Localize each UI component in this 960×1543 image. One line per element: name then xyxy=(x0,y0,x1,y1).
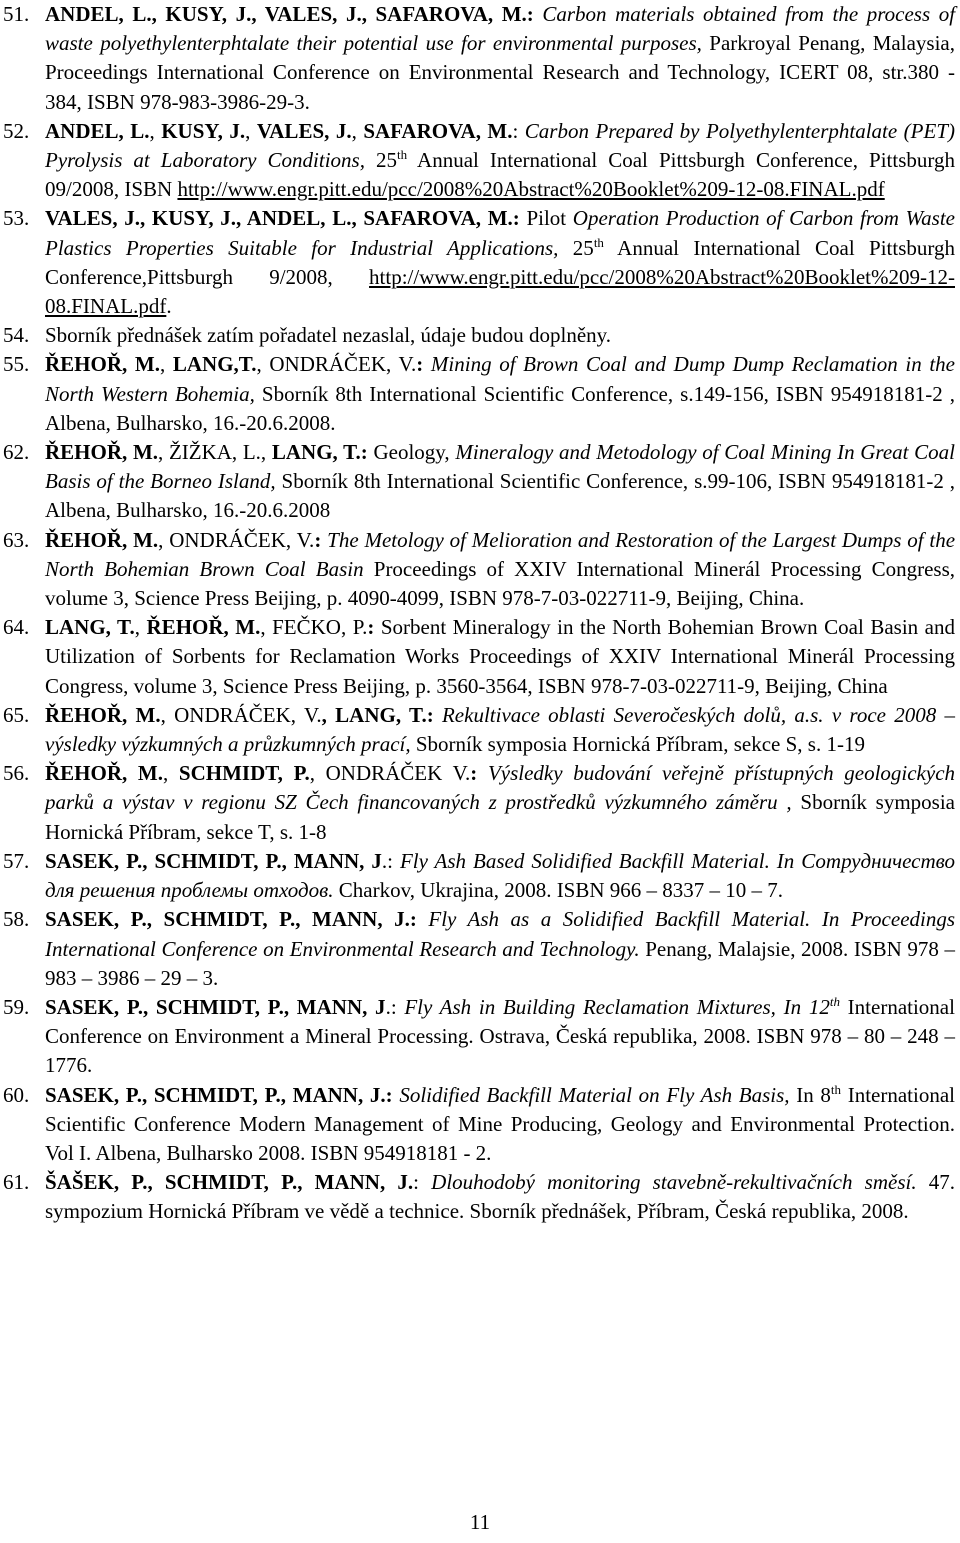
reference-item xyxy=(0,847,960,905)
reference-authors: SCHMIDT, P. xyxy=(178,761,310,786)
reference-detail: Geology, xyxy=(367,440,456,465)
reference-detail: In 8 xyxy=(789,1082,831,1107)
reference-detail: : xyxy=(512,118,525,143)
reference-authors: LANG, T.: xyxy=(271,440,368,465)
reference-number: 64. xyxy=(3,615,30,640)
reference-detail: , xyxy=(149,118,162,143)
reference-authors: SASEK, P., SCHMIDT, P., MANN, J xyxy=(45,848,382,873)
reference-detail xyxy=(434,703,442,727)
reference-detail: Sborník přednášek zatím pořadatel nezaslal, údaje budou doplněny. xyxy=(45,323,612,348)
reference-text xyxy=(45,907,955,989)
reference-title: Dlouhodobý monitoring stavebně-rekultivačních směsí. xyxy=(431,1170,917,1195)
reference-authors: SASEK, P., SCHMIDT, P., MANN, J.: xyxy=(45,1082,393,1107)
reference-title: Mineralogy and Metodology of Coal Mining In Great Coal Basis of the Borneo Island, xyxy=(45,440,955,494)
ordinal-superscript: th xyxy=(397,147,408,163)
reference-title: Carbon Prepared by Polyethylenterphtalate (PET) Pyrolysis at Laboratory Conditions, xyxy=(45,118,955,173)
reference-detail: , ONDRÁČEK, V. xyxy=(160,702,322,727)
reference-detail: . xyxy=(166,294,172,319)
reference-authors: : xyxy=(470,761,478,786)
reference-text xyxy=(45,440,955,522)
reference-number: 62. xyxy=(3,440,30,465)
reference-authors: ŘEHOŘ, M. xyxy=(45,440,159,465)
reference-number: 52. xyxy=(3,118,30,143)
reference-number: 56. xyxy=(3,761,30,786)
reference-number: 65. xyxy=(3,702,30,727)
reference-number: 53. xyxy=(3,206,30,231)
reference-detail: Parkroyal Penang, Malaysia, Proceedings International Conference on Environmental Research and Technology, ICERT 08, str.380 - 384, ISBN 978-983-3986-29-3. xyxy=(45,31,955,114)
reference-detail: , xyxy=(351,118,364,143)
reference-detail: Proceedings of XXIV International Minerál Processing Congress, volume 3, Science Press Beijing, p. 4090-4099, ISBN 978-7-03-022711-9, Beijing, China. xyxy=(45,556,955,611)
reference-detail: Sorbent Mineralogy in the North Bohemian Brown Coal Basin and Utilization of Sorbents for Reclamation Works Proceedings of XXIV International Minerál Processing Congress, volume 3, Science Press Beijing, p. 3560-3564, ISBN 978-7-03-022711-9, Beijing, China xyxy=(45,615,955,698)
reference-detail: Sborník 8th International Scientific Conference, s.149-156, ISBN 954918181-2 , Albena, Bulharsko, 16.-20.6.2008. xyxy=(45,381,955,435)
reference-text xyxy=(45,1083,955,1165)
reference-text xyxy=(45,761,955,843)
reference-detail: , FEČKO, P. xyxy=(260,615,368,640)
page-number: 11 xyxy=(469,1510,491,1534)
reference-detail: , ŽIŽKA, L., xyxy=(158,440,272,465)
reference-item xyxy=(0,701,960,759)
reference-authors: VALES, J., KUSY, J., ANDEL, L., SAFAROVA, M.: xyxy=(45,206,520,231)
reference-title: Rekultivace oblasti Severočeských dolů, a.s. v roce 2008 – výsledky výzkumných a průzkumných prací, xyxy=(45,702,956,757)
reference-item xyxy=(0,0,960,117)
reference-number: 57. xyxy=(3,848,30,873)
reference-item xyxy=(0,905,960,993)
reference-item xyxy=(0,350,960,438)
reference-authors: ŘEHOŘ, M. xyxy=(45,702,161,727)
reference-authors: ANDEL, L. xyxy=(45,118,150,143)
reference-title: Solidified Backfill Material on Fly Ash Basis, xyxy=(399,1082,790,1107)
reference-detail xyxy=(423,352,431,376)
reference-item xyxy=(0,1081,960,1169)
reference-text xyxy=(45,528,955,610)
reference-detail: Annual International Coal Pittsburgh Conference, Pittsburgh 09/2008, ISBN xyxy=(45,148,955,202)
reference-text xyxy=(45,849,955,902)
reference-item xyxy=(0,438,960,526)
reference-authors: : xyxy=(416,352,424,377)
reference-authors: ŘEHOŘ, M. xyxy=(45,761,163,786)
reference-detail: Penang, Malajsie, 2008. ISBN 978 – 983 – 3986 – 29 – 3. xyxy=(45,936,955,990)
reference-item xyxy=(0,117,960,205)
reference-authors: , LANG, T.: xyxy=(321,702,434,727)
reference-authors: ŘEHOŘ, M. xyxy=(146,615,261,640)
reference-number: 63. xyxy=(3,527,30,552)
reference-detail xyxy=(417,907,429,931)
reference-detail: Charkov, Ukrajina, 2008. ISBN 966 – 8337 – 10 – 7. xyxy=(333,878,784,903)
reference-detail: , xyxy=(134,615,147,640)
reference-text xyxy=(45,703,955,756)
reference-text xyxy=(45,615,955,697)
reference-link[interactable]: http://www.engr.pitt.edu/pcc/2008%20Abstract%20Booklet%209-12-08.FINAL.pdf xyxy=(45,264,955,319)
reference-detail: .: xyxy=(381,848,400,873)
reference-detail: , xyxy=(162,761,179,786)
reference-authors: ŠAŠEK, P., SCHMIDT, P., MANN, J. xyxy=(45,1170,414,1195)
reference-detail: , ONDRÁČEK V. xyxy=(309,761,471,786)
reference-authors: ŘEHOŘ, M. xyxy=(45,527,159,552)
reference-number: 60. xyxy=(3,1082,30,1107)
reference-title: Výsledky budování veřejně přístupných geologických parků a výstav v regionu SZ Čech financovaných z prostředků výzkumného záměru , xyxy=(45,761,956,815)
reference-authors: LANG, T. xyxy=(45,615,135,640)
reference-detail: 25 xyxy=(558,235,594,260)
reference-text xyxy=(45,995,955,1077)
reference-authors: ANDEL, L., KUSY, J., VALES, J., SAFAROVA, M.: xyxy=(45,2,534,26)
reference-text xyxy=(45,323,611,347)
reference-detail: Annual International Coal Pittsburgh Conference,Pittsburgh 9/2008, xyxy=(45,235,955,289)
reference-detail xyxy=(477,761,488,785)
reference-text xyxy=(45,119,955,201)
reference-authors: KUSY, J. xyxy=(161,118,246,143)
reference-authors: SASEK, P., SCHMIDT, P., MANN, J xyxy=(45,994,386,1019)
reference-detail: International Conference on Environment a Mineral Processing. Ostrava, Česká republika, 2008. ISBN 978 – 80 – 248 – 1776. xyxy=(45,994,955,1078)
reference-detail: International Scientific Conference Modern Management of Mine Producing, Geology and Environmental Protection. Vol I. Albena, Bulharsko 2008. ISBN 954918181 - 2. xyxy=(45,1082,956,1165)
reference-authors: VALES, J. xyxy=(256,118,352,143)
reference-number: 58. xyxy=(3,907,30,932)
reference-number: 55. xyxy=(3,352,30,377)
reference-number: 54. xyxy=(3,323,30,348)
reference-text xyxy=(45,206,955,318)
reference-text xyxy=(45,352,955,434)
reference-title: Mining of Brown Coal and Dump Dump Reclamation in the North Western Bohemia, xyxy=(45,352,956,406)
reference-title: Fly Ash Based Solidified Backfill Material. In Сотрудничество для решения проблемы отходов. xyxy=(45,848,955,903)
reference-link[interactable]: http://www.engr.pitt.edu/pcc/2008%20Abstract%20Booklet%209-12-08.FINAL.pdf xyxy=(177,177,885,202)
reference-number: 51. xyxy=(3,2,30,26)
reference-detail: Sborník 8th International Scientific Conference, s.99-106, ISBN 954918181-2 , Albena, Bulharsko, 16.-20.6.2008 xyxy=(45,469,955,523)
reference-detail: , ONDRÁČEK, V. xyxy=(158,527,315,552)
reference-detail: Pilot xyxy=(519,206,573,231)
ordinal-superscript: th xyxy=(829,993,840,1009)
reference-detail: .: xyxy=(385,994,405,1019)
reference-item xyxy=(0,613,960,701)
reference-detail: Sborník symposia Hornická Příbram, sekce T, s. 1-8 xyxy=(45,790,956,844)
reference-authors: SASEK, P., SCHMIDT, P., MANN, J.: xyxy=(45,907,417,932)
reference-detail: , ONDRÁČEK, V. xyxy=(256,352,417,377)
reference-item xyxy=(0,204,960,321)
reference-authors: LANG,T. xyxy=(172,352,257,377)
reference-item xyxy=(0,759,960,847)
reference-number: 59. xyxy=(3,994,30,1019)
reference-detail: : xyxy=(413,1170,432,1195)
reference-number: 61. xyxy=(3,1170,30,1195)
reference-detail: , xyxy=(159,352,173,377)
reference-detail: 25 xyxy=(364,148,398,173)
ordinal-superscript: th xyxy=(593,234,604,250)
reference-item xyxy=(0,526,960,614)
reference-authors: SAFAROVA, M. xyxy=(363,118,513,143)
reference-authors: ŘEHOŘ, M. xyxy=(45,352,160,377)
reference-title: Fly Ash as a Solidified Backfill Material. In Proceedings International Conference on Environmental Research and Technology. xyxy=(45,907,956,961)
reference-text xyxy=(45,2,955,114)
reference-title: The Metology of Melioration and Restoration of the Largest Dumps of the North Bohemian Brown Coal Basin xyxy=(45,527,956,581)
reference-text xyxy=(45,1170,955,1223)
reference-title: Carbon materials obtained from the process of waste polyethylenterphtalate their potential use for environmental purposes, xyxy=(45,2,956,56)
reference-detail: Sborník symposia Hornická Příbram, sekce S, s. 1-19 xyxy=(410,732,865,757)
reference-title: Operation Production of Carbon from Waste Plastics Properties Suitable for Industrial Applications, xyxy=(45,206,955,260)
reference-detail: , xyxy=(245,118,257,143)
reference-authors: : xyxy=(367,615,375,640)
reference-item xyxy=(0,993,960,1081)
reference-item xyxy=(0,1168,960,1226)
ordinal-superscript: th xyxy=(830,1081,842,1097)
reference-authors: : xyxy=(314,527,322,552)
reference-title: Fly Ash in Building Reclamation Mixtures, In 12 xyxy=(404,994,830,1019)
reference-item xyxy=(0,321,960,350)
reference-detail: 47. sympozium Hornická Příbram ve vědě a technice. Sborník přednášek, Příbram, Česká republika, 2008. xyxy=(45,1170,956,1224)
